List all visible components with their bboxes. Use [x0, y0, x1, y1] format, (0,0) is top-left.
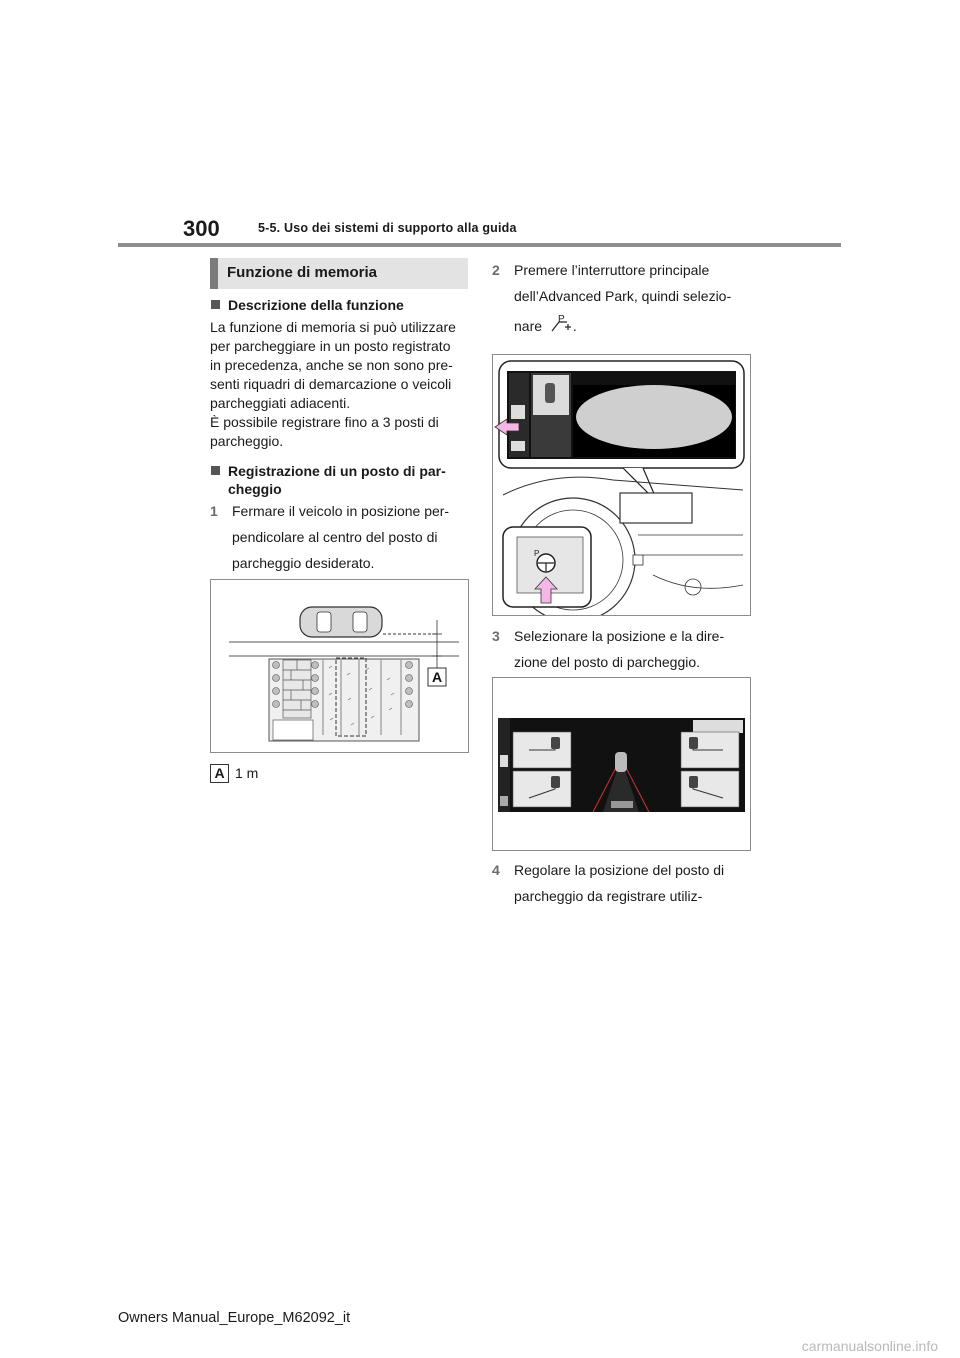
step-1: [210, 498, 472, 578]
heading-text: Funzione di memoria: [227, 264, 378, 281]
step-number: 1: [210, 503, 218, 519]
paragraph-line: parcheggiati adiacenti.: [210, 395, 351, 411]
header-rule: [118, 243, 841, 247]
parking-space-illustration: [211, 580, 468, 752]
paragraph-line: parcheggio.: [210, 433, 284, 449]
step-3: [492, 623, 757, 677]
subsection-title-2: Registrazione di un posto di par- cheggio: [211, 462, 446, 498]
square-bullet-icon: [211, 466, 220, 475]
parking-space-figure: [210, 579, 469, 753]
selection-screen-figure: [492, 677, 751, 851]
selection-screen-illustration: [493, 678, 750, 850]
figure-label-a: A: [432, 669, 443, 685]
paragraph-line: per parcheggiare in un posto registrato: [210, 338, 451, 354]
svg-text:P: P: [534, 549, 540, 558]
subsection-title-1: Descrizione della funzione: [211, 296, 404, 314]
heading-bar: [210, 258, 218, 289]
step-4: [492, 857, 757, 911]
watermark: carmanualsonline.info: [801, 1338, 938, 1354]
section-heading: [210, 258, 468, 289]
footer-text: Owners Manual_Europe_M62092_it: [118, 1310, 351, 1326]
figure-legend: A 1 m: [210, 764, 258, 783]
dashboard-illustration: [493, 355, 750, 615]
step-2: [492, 257, 757, 347]
step-text: Selezionare la posizione e la dire- zione del posto di parcheggio.: [514, 628, 725, 670]
step-number: 3: [492, 628, 500, 644]
step-number: 2: [492, 262, 500, 278]
step-text: Regolare la posizione del posto di parcheggio da registrare utiliz-: [514, 862, 725, 904]
paragraph-line: È possibile registrare fino a 3 posti di: [210, 414, 439, 430]
step-text: Premere l’interruttore principale dell’Advanced Park, quindi selezio- nare P .: [514, 262, 732, 334]
paragraph-line: in precedenza, anche se non sono pre-: [210, 357, 453, 373]
step-text: Fermare il veicolo in posizione per- pendicolare al centro del posto di parcheggio desiderato.: [232, 503, 450, 571]
dashboard-figure: [492, 354, 751, 616]
square-bullet-icon: [211, 300, 220, 309]
description-paragraph: [210, 318, 470, 451]
page-number: 300: [183, 216, 220, 241]
paragraph-line: senti riquadri di demarcazione o veicoli: [210, 376, 452, 392]
legend-label-a: A: [210, 764, 229, 783]
step-number: 4: [492, 862, 500, 878]
svg-text:P: P: [557, 314, 565, 325]
car-icon: [300, 607, 382, 637]
section-title: 5-5. Uso dei sistemi di supporto alla guida: [258, 221, 517, 235]
parking-memory-icon: [549, 313, 573, 335]
paragraph-line: La funzione di memoria si può utilizzare: [210, 319, 456, 335]
